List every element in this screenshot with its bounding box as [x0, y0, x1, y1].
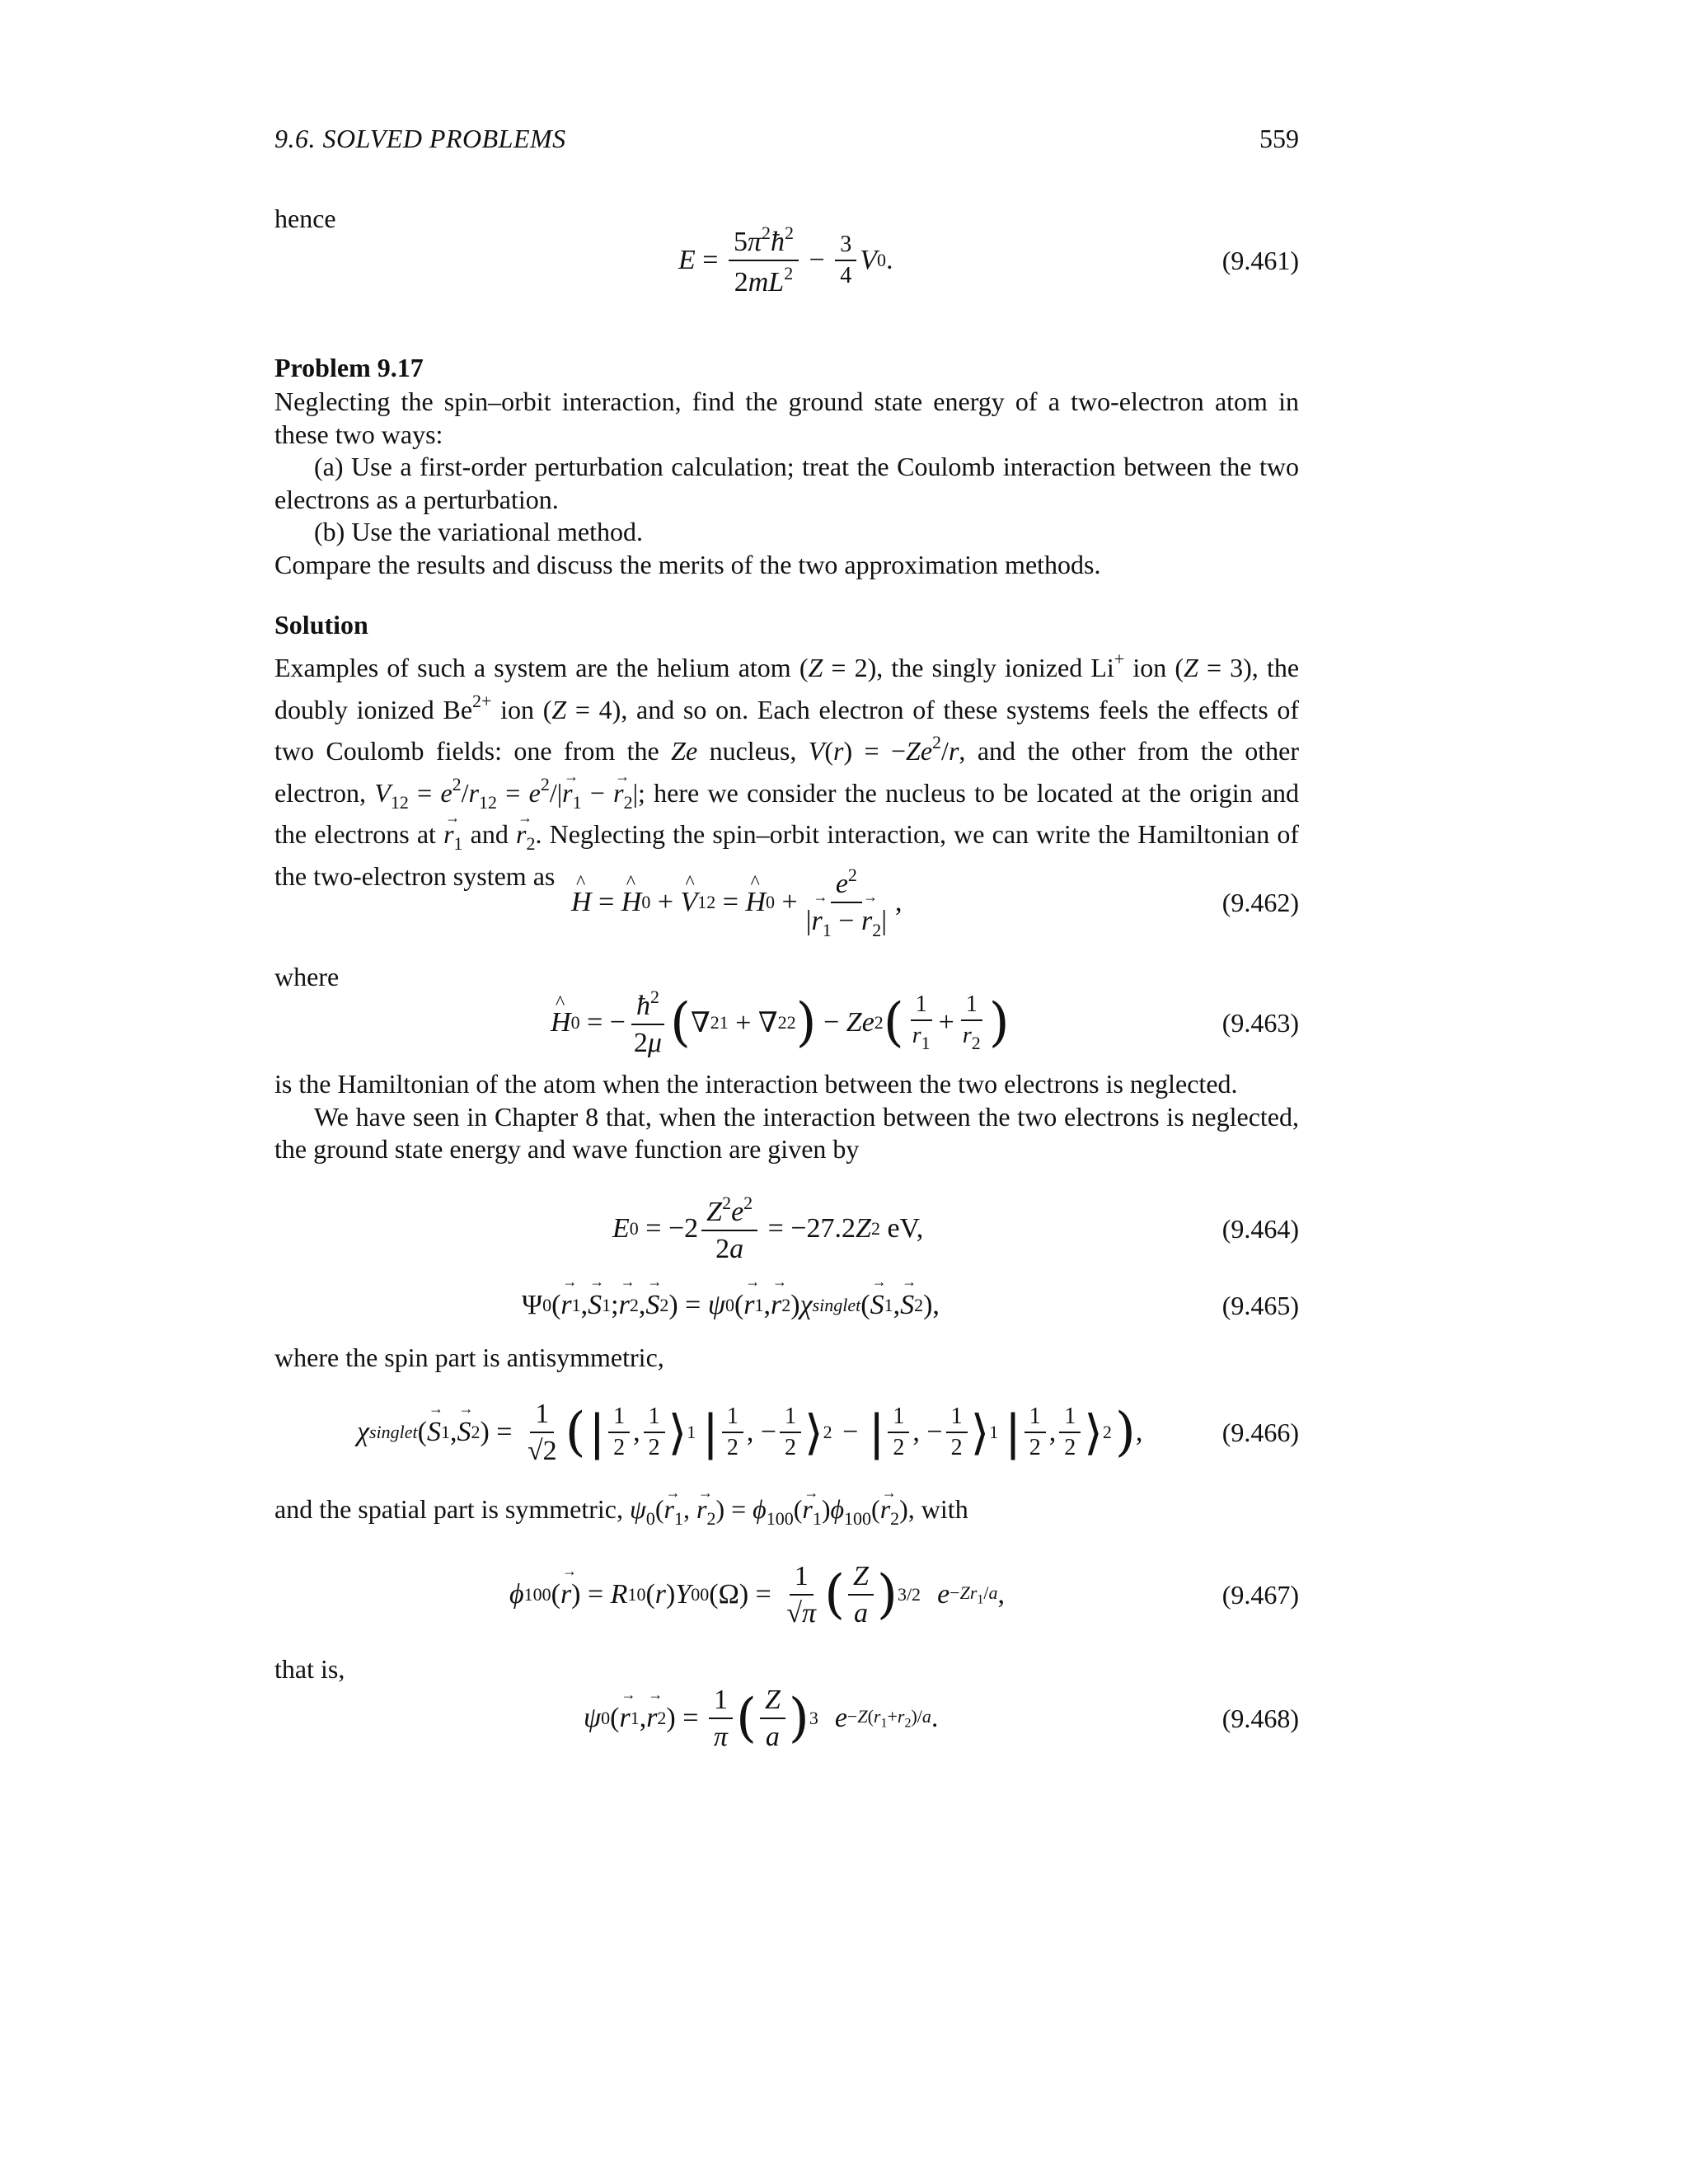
equation-body: E = $\frac{5\pi^2ħ^2}{2mL^2}$ − $\frac{3}{4}$ V 0 .	[678, 222, 893, 298]
equation-number: (9.463)	[1221, 1007, 1299, 1038]
equation-9-463	[274, 986, 1299, 1060]
running-header	[274, 124, 1299, 163]
equation-9-461	[274, 222, 1299, 298]
equation-number: (9.467)	[1221, 1579, 1299, 1610]
page-number: 559	[1259, 124, 1299, 153]
equation-number: (9.465)	[1221, 1290, 1299, 1320]
problem-part-b: (b) Use the variational method.	[314, 517, 643, 546]
problem-part-a: (a) Use a first-order perturbation calculation; treat the Coulomb interaction between the two electrons as a perturbation.	[274, 452, 1299, 514]
equation-number: (9.461)	[1221, 245, 1299, 275]
problem-title: Problem 9.17	[274, 353, 424, 382]
spatial-text: and the spatial part is symmetric, $\psi_0(\to r_1$, → $r_2) = \phi_{100}(\to r_1)\phi_{100}(\to r_2)$, with	[274, 1493, 1299, 1535]
problem-statement	[274, 386, 1299, 581]
equation-body: ^ H 0 = − $\frac{ħ^2}{2\mu}$ ( ∇ 2 1 + ∇ 2 2 ) − Ze 2 ( $\frac{1}{r_1}$ + $\frac{1}{r_2}$ )	[551, 986, 1010, 1060]
paragraph-line: is the Hamiltonian of the atom when the interaction between the two electrons is neglected.	[274, 1069, 1238, 1099]
spin-text: where the spin part is antisymmetric,	[274, 1343, 664, 1372]
section-title: 9.6. SOLVED PROBLEMS	[274, 124, 566, 153]
problem-compare: Compare the results and discuss the merits of the two approximation methods.	[274, 549, 1101, 579]
equation-9-467	[274, 1549, 1299, 1640]
equation-body: χ singlet ( → S 1 , → S 2 ) = $\frac{1}{√2}$ ( | $\frac{1}{2}$ , $\frac{1}{2}$ ⟩ 1 | $\frac{1}{2}$ , − $\frac{1}{2}$ ⟩ 2 − | $\frac{1}{2}$ , − $\frac{1}{2}$ ⟩ 1 | $\frac{1}{2}$ , $\frac{1}{2}$ ⟩ 2 ) ,	[357, 1391, 1142, 1474]
equation-number: (9.468)	[1221, 1703, 1299, 1733]
hence-text: hence	[274, 204, 336, 233]
after-463-text	[274, 1068, 1299, 1166]
equation-9-465	[274, 1279, 1299, 1332]
equation-9-468	[274, 1673, 1299, 1764]
equation-9-466	[274, 1391, 1299, 1474]
equation-number: (9.462)	[1221, 887, 1299, 917]
equation-9-462	[274, 865, 1299, 940]
problem-line: Neglecting the spin–orbit interaction, find the ground state energy of a two-electron atom in these two ways:	[274, 387, 1299, 449]
equation-body: ϕ 100 ( → r ) = R 10 ( r ) Y 00 (Ω) = $\frac{1}{√\pi}$ ( $\frac{Z}{a}$ ) 3/2 e $-Zr_1/a$ ,	[509, 1549, 1005, 1640]
equation-9-464	[274, 1192, 1299, 1266]
that-is-text: that is,	[274, 1654, 345, 1684]
equation-body: ψ 0 ( → r 1 , → r 2 ) = $\frac{1}{\pi}$ ( $\frac{Z}{a}$ ) 3 e $-Z(r_1+r_2)/a$ .	[584, 1673, 938, 1764]
where-text: where	[274, 962, 340, 991]
solution-paragraph: Examples of such a system are the helium atom (Z = 2), the singly ionized Li+ ion (Z = 3), the doubly ionized $Be^{2+}$ ion (Z = 4), and so on. Each electron of these systems feels the effects of two Coulomb fields: one from the Ze nucleus, $V(r) = -Ze^2/r$, and the other from the other electron, $V_{12} = e^2/r_{12} = e^2/|\to r_1$ − → $r_2|$; here we consider the nucleus to be located at the origin and the electrons at → $r_1$ and → $r_2$. Neglecting the spin–orbit interaction, we can write the Hamiltonian of the two-electron system as	[274, 643, 1299, 893]
equation-body: E 0 = −2 $\frac{Z^2e^2}{2a}$ = −27.2 Z 2 eV,	[612, 1192, 924, 1264]
equation-number: (9.466)	[1221, 1417, 1299, 1447]
equation-body: ^ H = ^ H 0 + ^ V 12 = ^ H 0 + $\frac{e^2}{|\to r_1 - \to r_2|}$ ,	[571, 865, 903, 940]
equation-number: (9.464)	[1221, 1213, 1299, 1244]
solution-title: Solution	[274, 610, 368, 640]
equation-body: Ψ 0 ( → r 1 , → S 1 ; → r 2 , → S 2 ) = ψ 0 ( → r 1 , → r 2 ) χ singlet ( → S 1 , → S 2 ),	[522, 1279, 940, 1332]
paragraph-line: We have seen in Chapter 8 that, when the interaction between the two electrons is neglected, the ground state energy and wave function are given by	[274, 1101, 1299, 1164]
